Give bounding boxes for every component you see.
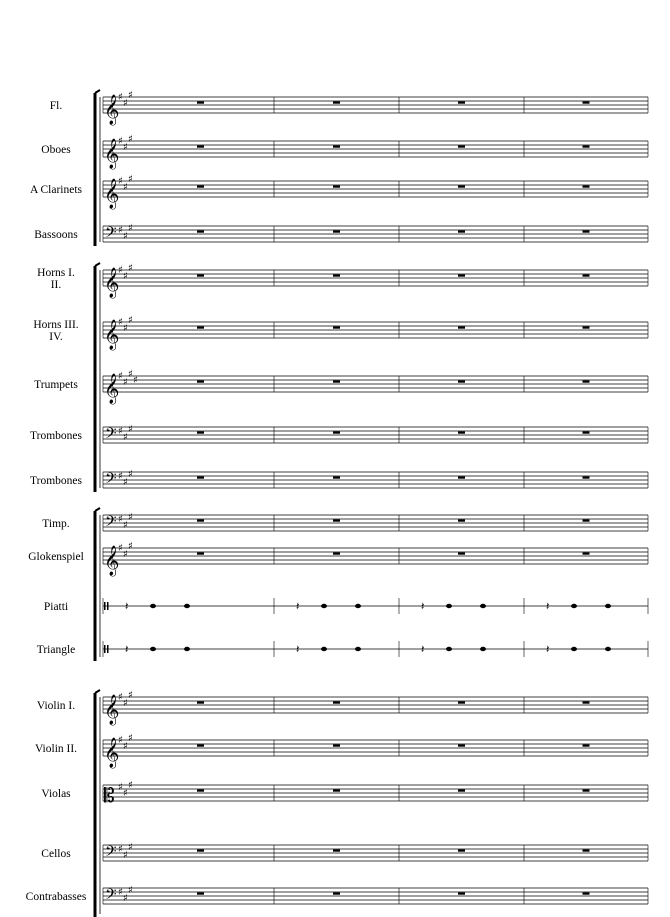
sharp-icon: ♯ <box>128 690 133 701</box>
sharp-icon: ♯ <box>128 174 133 185</box>
sharp-icon: ♯ <box>123 520 128 531</box>
sharp-icon: ♯ <box>123 477 128 488</box>
rest-icon <box>583 432 590 434</box>
note-head <box>605 604 611 608</box>
staff-18 <box>103 888 648 904</box>
sharp-icon: ♯ <box>123 893 128 904</box>
treble-clef-icon: 𝄞 <box>104 738 120 768</box>
sharp-icon: ♯ <box>128 263 133 274</box>
quarter-rest-icon: 𝄽 <box>546 643 550 656</box>
rest-icon <box>333 186 340 188</box>
staff-8 <box>103 427 648 443</box>
rest-icon <box>458 850 465 852</box>
rest-icon <box>583 381 590 383</box>
staff-7 <box>103 376 648 392</box>
quarter-rest-icon: 𝄽 <box>296 600 300 613</box>
instrument-label-line2: IV. <box>49 331 63 343</box>
instrument-label: A Clarinets <box>29 184 83 196</box>
staff-9 <box>103 472 648 488</box>
quarter-rest-icon: 𝄽 <box>421 643 425 656</box>
quarter-rest-icon: 𝄽 <box>296 643 300 656</box>
rest-icon <box>197 231 204 233</box>
rest-icon <box>197 146 204 148</box>
sharp-icon: ♯ <box>123 850 128 861</box>
sharp-icon: ♯ <box>123 698 128 709</box>
note-head <box>150 604 156 608</box>
rest-icon <box>197 186 204 188</box>
treble-clef-icon: 𝄞 <box>104 268 120 298</box>
sharp-icon: ♯ <box>133 375 138 386</box>
rest-icon <box>583 102 590 104</box>
note-head <box>321 647 327 651</box>
instrument-label: Violin I. <box>36 700 76 712</box>
bass-clef-icon: 𝄢 <box>105 513 117 534</box>
sharp-icon: ♯ <box>123 377 128 388</box>
instrument-label: Trombones <box>30 475 82 487</box>
treble-clef-icon: 𝄞 <box>104 374 120 404</box>
note-head <box>480 604 486 608</box>
quarter-rest-icon: 𝄽 <box>421 600 425 613</box>
note-head <box>355 604 361 608</box>
quarter-rest-icon: 𝄽 <box>125 600 129 613</box>
rest-icon <box>333 893 340 895</box>
note-head <box>150 647 156 651</box>
sharp-icon: ♯ <box>123 788 128 799</box>
percussion-clef-icon <box>104 602 106 610</box>
bracket-hook <box>95 690 100 693</box>
bracket-hook <box>95 263 100 266</box>
rest-icon <box>197 893 204 895</box>
note-head <box>571 647 577 651</box>
note-head <box>355 647 361 651</box>
rest-icon <box>583 702 590 704</box>
sharp-icon: ♯ <box>118 225 123 236</box>
sharp-icon: ♯ <box>118 265 123 276</box>
bass-clef-icon: 𝄢 <box>105 843 117 864</box>
bracket-hook <box>95 508 100 511</box>
rest-icon <box>333 553 340 555</box>
rest-icon <box>583 231 590 233</box>
rest-icon <box>583 893 590 895</box>
sharp-icon: ♯ <box>118 543 123 554</box>
bass-clef-icon: 𝄢 <box>105 470 117 491</box>
rest-icon <box>333 146 340 148</box>
rest-icon <box>197 790 204 792</box>
treble-clef-icon: 𝄞 <box>104 320 120 350</box>
sharp-icon: ♯ <box>128 134 133 145</box>
rest-icon <box>458 553 465 555</box>
treble-clef-icon: 𝄞 <box>104 95 120 125</box>
instrument-label: Horns III. <box>33 319 79 331</box>
staff-5 <box>103 270 648 286</box>
staff-1 <box>103 97 648 113</box>
rest-icon <box>583 745 590 747</box>
instrument-label: Fl. <box>49 100 63 112</box>
rest-icon <box>458 702 465 704</box>
rest-icon <box>333 327 340 329</box>
rest-icon <box>197 850 204 852</box>
sharp-icon: ♯ <box>118 426 123 437</box>
staff-16 <box>103 785 648 801</box>
instrument-label: Cellos <box>41 848 71 860</box>
instrument-label: Contrabasses <box>25 891 87 903</box>
staff-4 <box>103 226 648 242</box>
rest-icon <box>333 745 340 747</box>
instrument-label: Oboes <box>41 144 71 156</box>
sharp-icon: ♯ <box>118 887 123 898</box>
percussion-clef-icon <box>107 602 109 610</box>
rest-icon <box>197 520 204 522</box>
instrument-label: Trombones <box>30 430 82 442</box>
instrument-label: Timp. <box>42 518 70 530</box>
rest-icon <box>583 477 590 479</box>
sharp-icon: ♯ <box>118 782 123 793</box>
sharp-icon: ♯ <box>118 317 123 328</box>
sharp-icon: ♯ <box>128 90 133 101</box>
quarter-rest-icon: 𝄽 <box>546 600 550 613</box>
staff-11 <box>103 548 648 564</box>
rest-icon <box>583 186 590 188</box>
staff-13 <box>103 641 648 657</box>
staff-3 <box>103 181 648 197</box>
sharp-icon: ♯ <box>128 512 133 523</box>
rest-icon <box>333 231 340 233</box>
sharp-icon: ♯ <box>118 844 123 855</box>
bracket-hook <box>95 90 100 93</box>
treble-clef-icon: 𝄞 <box>104 695 120 725</box>
instrument-label: Glokenspiel <box>28 551 84 563</box>
rest-icon <box>458 432 465 434</box>
sharp-icon: ♯ <box>128 315 133 326</box>
sharp-icon: ♯ <box>128 541 133 552</box>
instrument-label: Violin II. <box>34 743 78 755</box>
sharp-icon: ♯ <box>118 92 123 103</box>
rest-icon <box>333 520 340 522</box>
rest-icon <box>197 381 204 383</box>
rest-icon <box>583 146 590 148</box>
sharp-icon: ♯ <box>123 741 128 752</box>
staff-14 <box>103 697 648 713</box>
rest-icon <box>458 745 465 747</box>
sharp-icon: ♯ <box>128 885 133 896</box>
rest-icon <box>458 186 465 188</box>
rest-icon <box>458 102 465 104</box>
sharp-icon: ♯ <box>128 223 133 234</box>
note-head <box>321 604 327 608</box>
staff-12 <box>103 598 648 614</box>
sharp-icon: ♯ <box>123 142 128 153</box>
sharp-icon: ♯ <box>128 842 133 853</box>
sharp-icon: ♯ <box>128 424 133 435</box>
sharp-icon: ♯ <box>118 371 123 382</box>
rest-icon <box>458 477 465 479</box>
rest-icon <box>583 850 590 852</box>
note-head <box>480 647 486 651</box>
quarter-rest-icon: 𝄽 <box>125 643 129 656</box>
note-head <box>446 604 452 608</box>
sharp-icon: ♯ <box>128 780 133 791</box>
treble-clef-icon: 𝄞 <box>104 139 120 169</box>
instrument-label: Trumpets <box>34 379 78 391</box>
sharp-icon: ♯ <box>123 432 128 443</box>
staff-17 <box>103 845 648 861</box>
rest-icon <box>333 850 340 852</box>
rest-icon <box>458 231 465 233</box>
rest-icon <box>197 702 204 704</box>
note-head <box>605 647 611 651</box>
note-head <box>446 647 452 651</box>
sharp-icon: ♯ <box>128 469 133 480</box>
rest-icon <box>333 790 340 792</box>
rest-icon <box>333 432 340 434</box>
rest-icon <box>458 790 465 792</box>
rest-icon <box>583 520 590 522</box>
instrument-label: Bassoons <box>34 229 78 241</box>
sharp-icon: ♯ <box>118 136 123 147</box>
rest-icon <box>458 327 465 329</box>
sharp-icon: ♯ <box>123 271 128 282</box>
rest-icon <box>197 553 204 555</box>
sharp-icon: ♯ <box>123 182 128 193</box>
rest-icon <box>197 432 204 434</box>
rest-icon <box>333 477 340 479</box>
rest-icon <box>197 745 204 747</box>
rest-icon <box>458 275 465 277</box>
percussion-clef-icon <box>104 645 106 653</box>
bass-clef-icon: 𝄢 <box>105 224 117 245</box>
sharp-icon: ♯ <box>118 735 123 746</box>
instrument-label: Violas <box>41 788 71 800</box>
rest-icon <box>333 275 340 277</box>
staff-2 <box>103 141 648 157</box>
note-head <box>571 604 577 608</box>
sharp-icon: ♯ <box>123 549 128 560</box>
instrument-label: Horns I. <box>37 267 75 279</box>
treble-clef-icon: 𝄞 <box>104 179 120 209</box>
staff-15 <box>103 740 648 756</box>
instrument-label-line2: II. <box>50 279 62 291</box>
bass-clef-icon: 𝄢 <box>105 425 117 446</box>
instrument-label: Piatti <box>43 601 69 613</box>
rest-icon <box>583 275 590 277</box>
treble-clef-icon: 𝄞 <box>104 546 120 576</box>
bass-clef-icon: 𝄢 <box>105 886 117 907</box>
note-head <box>184 604 190 608</box>
staff-6 <box>103 322 648 338</box>
rest-icon <box>197 275 204 277</box>
rest-icon <box>197 327 204 329</box>
sharp-icon: ♯ <box>118 514 123 525</box>
sharp-icon: ♯ <box>118 692 123 703</box>
sharp-icon: ♯ <box>128 733 133 744</box>
sharp-icon: ♯ <box>123 98 128 109</box>
rest-icon <box>458 893 465 895</box>
rest-icon <box>458 520 465 522</box>
rest-icon <box>583 327 590 329</box>
rest-icon <box>333 102 340 104</box>
rest-icon <box>583 790 590 792</box>
percussion-clef-icon <box>107 645 109 653</box>
rest-icon <box>458 146 465 148</box>
alto-clef-icon: 𝄡 <box>104 785 115 807</box>
rest-icon <box>333 702 340 704</box>
instrument-label: Triangle <box>36 644 76 656</box>
sharp-icon: ♯ <box>118 471 123 482</box>
rest-icon <box>197 102 204 104</box>
rest-icon <box>197 477 204 479</box>
sharp-icon: ♯ <box>123 231 128 242</box>
rest-icon <box>333 381 340 383</box>
sharp-icon: ♯ <box>123 323 128 334</box>
staff-10 <box>103 515 648 531</box>
rest-icon <box>583 553 590 555</box>
sharp-icon: ♯ <box>118 176 123 187</box>
rest-icon <box>458 381 465 383</box>
note-head <box>184 647 190 651</box>
sharp-icon: ♯ <box>128 369 133 380</box>
